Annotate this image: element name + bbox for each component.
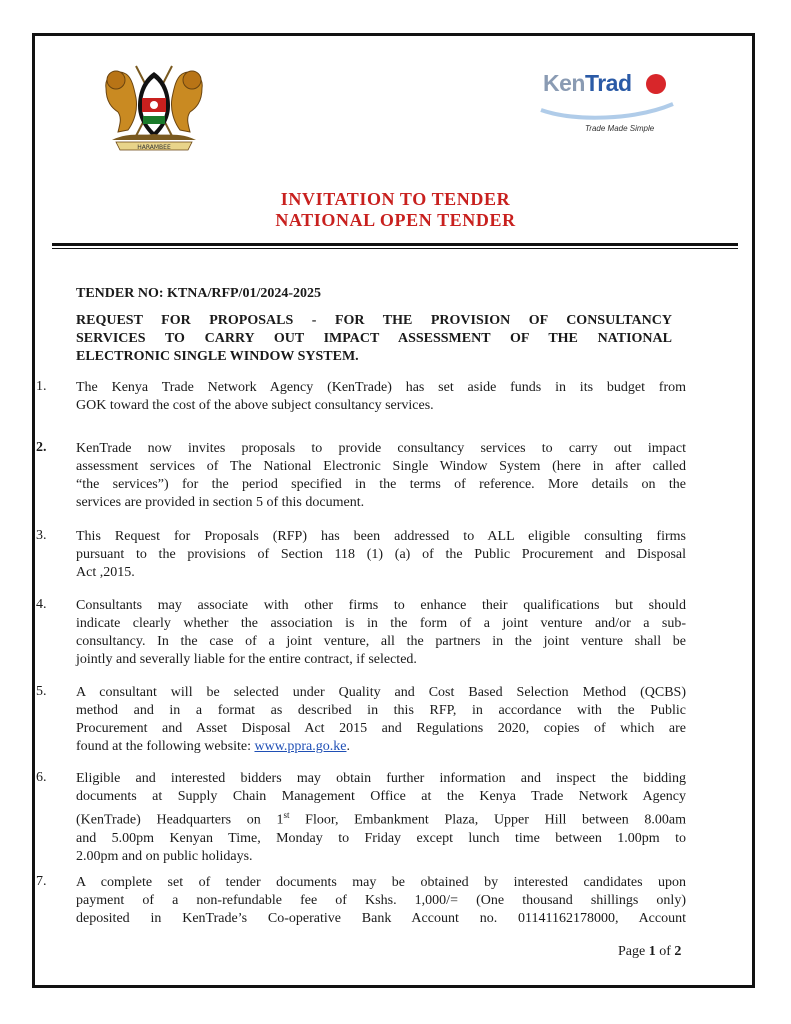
paragraph-line: documents at Supply Chain Management Office at the Kenya Trade Network Agency [76,789,686,804]
paragraph-line: Consultants may associate with other firms to enhance their qualifications but should [76,598,686,613]
paragraph-line: A complete set of tender documents may be obtained by interested candidates upon [76,875,686,890]
paragraph-line: A consultant will be selected under Quality and Cost Based Selection Method (QCBS) [76,685,686,700]
paragraph-line: KenTrade now invites proposals to provide consultancy services to carry out impact [76,441,686,456]
line-prefix: (KenTrade) Headquarters on 1 [76,812,284,828]
paragraph-line: GOK toward the cost of the above subject consultancy services. [76,398,434,413]
kentrade-logo [535,66,683,142]
paragraph-line: indicate clearly whether the association is in the form of a joint venture and/or a sub- [76,616,686,631]
paragraph-number: 1. [36,379,47,394]
paragraph-number: 4. [36,597,47,612]
paragraph-line: consultancy. In the case of a joint venture, all the partners in the joint venture shall be [76,634,686,649]
paragraph-line: deposited in KenTrade’s Co-operative Bank Account no. 01141162178000, Account [76,911,686,926]
line-suffix: Floor, Embankment Plaza, Upper Hill between 8.00am [289,812,686,828]
rfp-heading-line: ELECTRONIC SINGLE WINDOW SYSTEM. [76,349,359,364]
coat-of-arms-motto: HARAMBEE [137,144,171,151]
page-number-footer [618,944,681,960]
logo-word-ken: Ken [543,70,585,96]
title-line-1: INVITATION TO TENDER [280,189,511,209]
title-line-2: NATIONAL OPEN TENDER [275,210,516,230]
paragraph-line: pursuant to the provisions of Section 118 (1) (a) of the Public Procurement and Disposal [76,547,686,562]
paragraph-line: Procurement and Asset Disposal Act 2015 and Regulations 2020, copies of which are [76,721,686,736]
title-rule-thick [52,243,738,246]
paragraph-line: “the services”) for the period specified in the terms of reference. More details on the [76,477,686,492]
website-prefix: found at the following website: [76,739,255,754]
page-word: Page [618,944,649,959]
paragraph-number: 6. [36,770,47,785]
paragraph-3 [76,528,686,582]
paragraph-line [76,806,686,830]
page-current: 1 [648,944,656,959]
rfp-heading [76,312,672,366]
paragraph-line: and 5.00pm Kenyan Time, Monday to Friday except lunch time between 1.00pm to [76,830,686,846]
paragraph-line: method and in a format as described in this RFP, in accordance with the Public [76,703,686,718]
logo-tagline: Trade Made Simple [585,124,655,133]
of-word: of [655,944,675,959]
ppra-website-link[interactable]: www.ppra.go.ke [254,739,347,754]
paragraph-2 [76,440,686,512]
logo-wordmark [543,70,644,97]
paragraph-1 [76,379,686,415]
paragraph-number: 5. [36,684,47,699]
kenya-coat-of-arms-icon [98,58,210,154]
rfp-heading-line: SERVICES TO CARRY OUT IMPACT ASSESSMENT OF THE NATIONAL [76,331,672,346]
paragraph-line: Act ,2015. [76,565,135,580]
superscript: st [283,810,290,820]
rfp-heading-line: REQUEST FOR PROPOSALS - FOR THE PROVISION OF CONSULTANCY [76,313,672,328]
paragraph-line: payment of a non-refundable fee of Kshs. 1,000/= (One thousand shillings only) [76,893,686,908]
paragraph-line: assessment services of The National Electronic Single Window System (here in after called [76,459,686,474]
paragraph-number: 7. [36,874,47,889]
paragraph-6 [76,770,686,866]
title-rule-thin [52,248,738,249]
paragraph-number: 2. [36,440,47,455]
paragraph-line: The Kenya Trade Network Agency (KenTrade) has set aside funds in its budget from [76,380,686,395]
logo-word-trade: Trad [584,70,632,96]
website-suffix: . [346,739,350,754]
paragraph-line: services are provided in section 5 of this document. [76,495,365,510]
paragraph-line [76,738,686,756]
paragraph-line: 2.00pm and on public holidays. [76,848,253,864]
logo-word-e: e [631,70,644,96]
page-total: 2 [674,944,682,959]
paragraph-number: 3. [36,528,47,543]
paragraph-7 [76,874,686,928]
tender-number: TENDER NO: KTNA/RFP/01/2024-2025 [76,286,321,301]
paragraph-line: This Request for Proposals (RFP) has been addressed to ALL eligible consulting firms [76,529,686,544]
paragraph-line: jointly and severally liable for the entire contract, if selected. [76,652,417,667]
paragraph-5 [76,684,686,756]
paragraph-line: Eligible and interested bidders may obtain further information and inspect the bidding [76,771,686,786]
paragraph-4 [76,597,686,669]
